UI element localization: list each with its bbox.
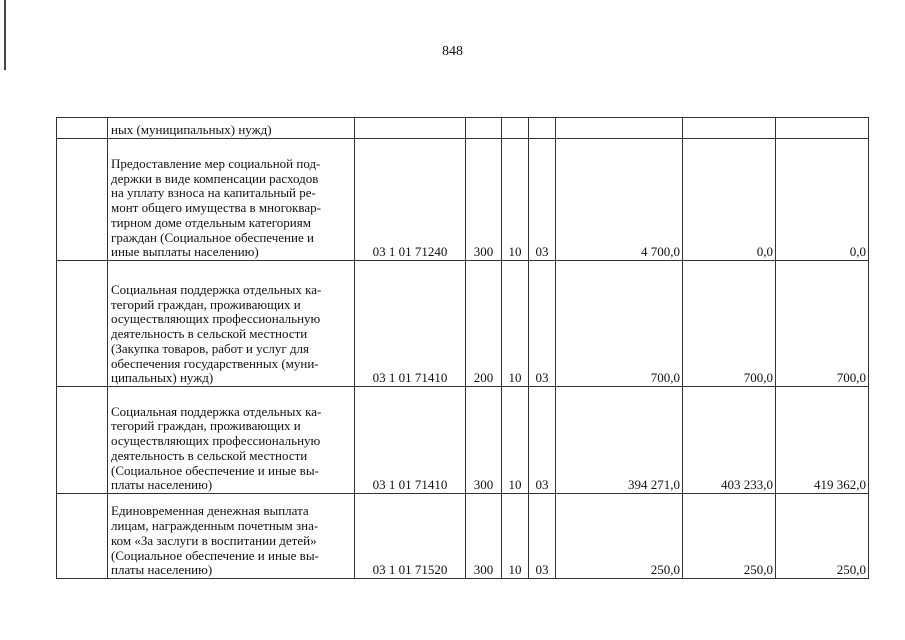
row-name-cell [108,139,355,261]
name-line: платы населению) [111,562,213,578]
csr-cell [355,118,466,139]
table-row [57,139,869,261]
pr-cell: 03 [529,139,556,261]
page-number: 848 [442,44,463,59]
year3-cell [776,118,869,139]
name-line: монт общего имущества в многоквар- [111,200,321,216]
rz-cell: 10 [502,494,529,579]
name-line: Социальная поддержка отдельных ка- [111,403,322,419]
csr-cell: 03 1 01 71520 [355,494,466,579]
row-name-cell [108,494,355,579]
pr-cell [529,118,556,139]
table-row-carryover [57,118,869,139]
name-line: деятельность в сельской местности [111,447,308,463]
pr-cell: 03 [529,494,556,579]
table-row [57,494,869,579]
year2-cell: 700,0 [683,261,776,387]
name-line: на уплату взноса на капитальный ре- [111,185,316,201]
year1-cell: 700,0 [556,261,683,387]
number-cell [57,494,108,579]
year1-cell [556,118,683,139]
year3-cell: 0,0 [776,139,869,261]
year2-cell [683,118,776,139]
name-line: Социальная поддержка отдельных ка- [111,282,322,298]
name-line: тирном доме отдельным категориям [111,214,311,230]
year1-cell: 4 700,0 [556,139,683,261]
name-line: (Закупка товаров, работ и услуг для [111,340,309,356]
rz-cell: 10 [502,139,529,261]
name-line: тегорий граждан, проживающих и [111,296,301,312]
name-line: деятельность в сельской местности [111,326,308,342]
csr-cell: 03 1 01 71410 [355,387,466,494]
name-line: Единовременная денежная выплата [111,503,309,519]
table-row [57,387,869,494]
name-line: обеспечения государственных (муни- [111,355,319,371]
pr-cell: 03 [529,261,556,387]
table-row [57,261,869,387]
name-line: тегорий граждан, проживающих и [111,418,301,434]
year2-cell: 403 233,0 [683,387,776,494]
row-name-cell [108,118,355,139]
year3-cell: 250,0 [776,494,869,579]
name-line: (Социальное обеспечение и иные вы- [111,462,319,478]
name-line: лицам, награжденным почетным зна- [111,518,319,534]
name-line: осуществляющих профессиональную [111,433,321,449]
vr-cell: 300 [466,494,502,579]
name-line: иные выплаты населению) [111,244,259,260]
rz-cell: 10 [502,387,529,494]
csr-cell: 03 1 01 71410 [355,261,466,387]
name-line: ципальных) нужд) [111,370,214,386]
vr-cell: 300 [466,139,502,261]
number-cell [57,118,108,139]
csr-cell: 03 1 01 71240 [355,139,466,261]
name-line: ком «За заслуги в воспитании детей» [111,532,317,548]
name-line: (Социальное обеспечение и иные вы- [111,547,319,563]
name-line: держки в виде компенсации расходов [111,170,319,186]
year3-cell: 700,0 [776,261,869,387]
year2-cell: 0,0 [683,139,776,261]
vr-cell [466,118,502,139]
name-line: платы населению) [111,477,213,493]
year3-cell: 419 362,0 [776,387,869,494]
number-cell [57,387,108,494]
row-name-cell [108,261,355,387]
year1-cell: 394 271,0 [556,387,683,494]
name-line: осуществляющих профессиональную [111,311,321,327]
year1-cell: 250,0 [556,494,683,579]
row-name-cell [108,387,355,494]
number-cell [57,139,108,261]
year2-cell: 250,0 [683,494,776,579]
rz-cell [502,118,529,139]
vr-cell: 200 [466,261,502,387]
budget-table [56,117,869,579]
vr-cell: 300 [466,387,502,494]
pr-cell: 03 [529,387,556,494]
rz-cell: 10 [502,261,529,387]
number-cell [57,261,108,387]
name-line: Предоставление мер социальной под- [111,156,321,172]
name-line: граждан (Социальное обеспечение и [111,229,314,245]
name-line: ных (муниципальных) нужд) [111,122,272,138]
